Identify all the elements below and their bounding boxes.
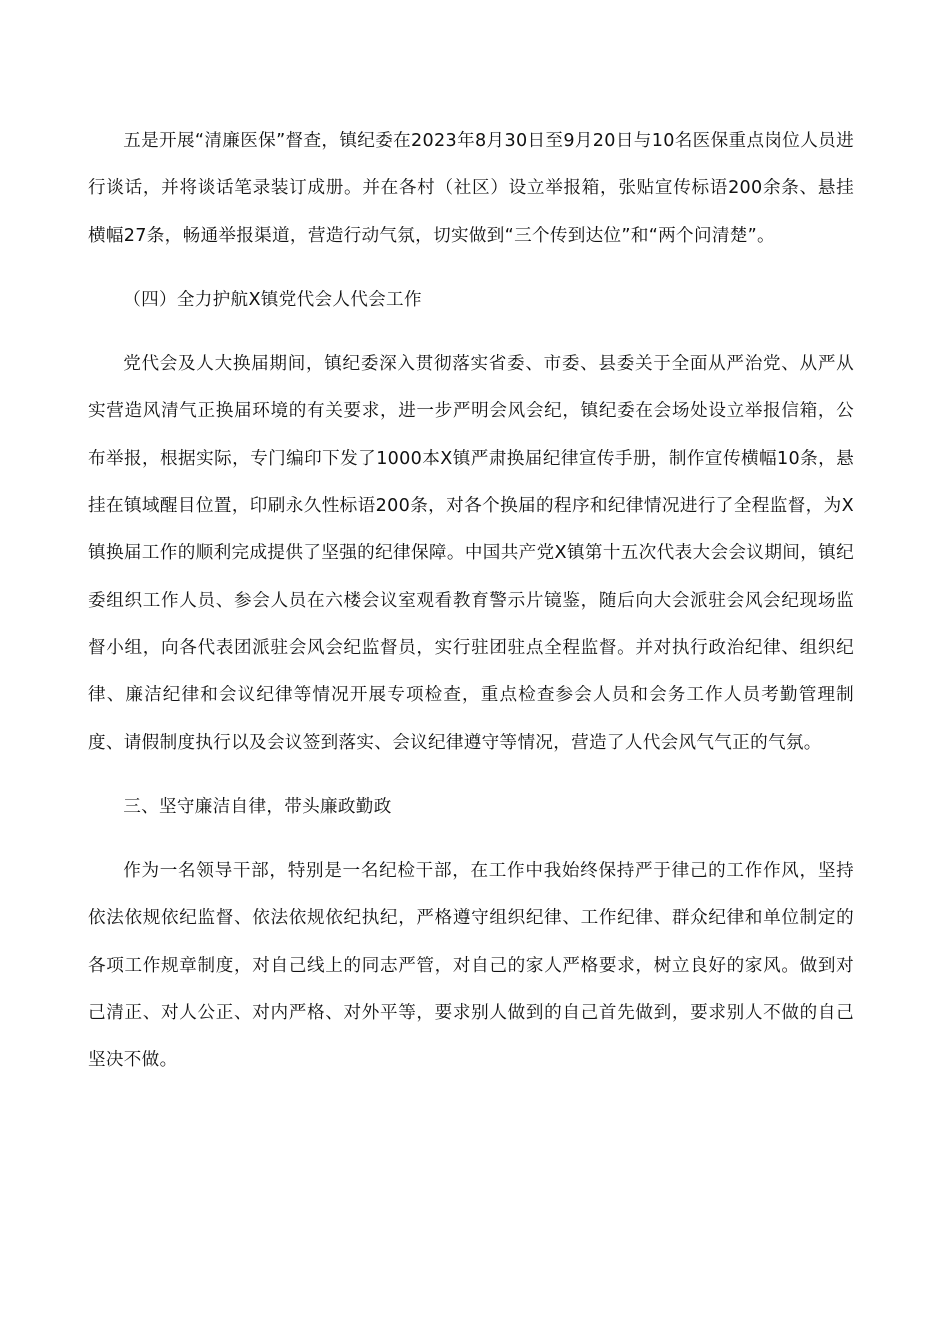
document-body [88, 118, 854, 1085]
paragraph-congress-supervision: 党代会及人大换届期间，镇纪委深入贯彻落实省委、市委、县委关于全面从严治党、从严从实营造风清气正换届环境的有关要求，进一步严明会风会纪，镇纪委在会场处设立举报信箱，公布举报，根据实际，专门编印下发了1000本X镇严肃换届纪律宣传手册，制作宣传横幅10条，悬挂在镇域醒目位置，印刷永久性标语200条，对各个换届的程序和纪律情况进行了全程监督，为X镇换届工作的顺利完成提供了坚强的纪律保障。中国共产党X镇第十五次代表大会会议期间，镇纪委组织工作人员、参会人员在六楼会议室观看教育警示片镜鉴，随后向大会派驻会风会纪现场监督小组，向各代表团派驻会风会纪监督员，实行驻团驻点全程监督。并对执行政治纪律、组织纪律、廉洁纪律和会议纪律等情况开展专项检查，重点检查参会人员和会务工作人员考勤管理制度、请假制度执行以及会议签到落实、会议纪律遵守等情况，营造了人代会风气气正的气氛。 [88, 354, 854, 753]
paragraph-self-discipline: 作为一名领导干部，特别是一名纪检干部，在工作中我始终保持严于律己的工作作风，坚持依法依规依纪监督、依法依规依纪执纪，严格遵守组织纪律、工作纪律、群众纪律和单位制定的各项工作规章制度，对自己线上的同志严管，对自己的家人严格要求，树立良好的家风。做到对己清正、对人公正、对内严格、对外平等，要求别人做到的自己首先做到，要求别人不做的自己坚决不做。 [88, 861, 854, 1071]
paragraph-medical-insurance-inspection: 五是开展“清廉医保”督查，镇纪委在2023年8月30日至9月20日与10名医保重点岗位人员进行谈话，并将谈话笔录装订成册。并在各村（社区）设立举报箱，张贴宣传标语200余条、悬挂横幅27条，畅通举报渠道，营造行动气氛，切实做到“三个传到达位”和“两个问清楚”。 [88, 131, 854, 246]
section-heading-integrity: 三、坚守廉洁自律，带头廉政勤政 [123, 796, 392, 817]
section-heading-congress-work: （四）全力护航X镇党代会人代会工作 [123, 289, 422, 310]
